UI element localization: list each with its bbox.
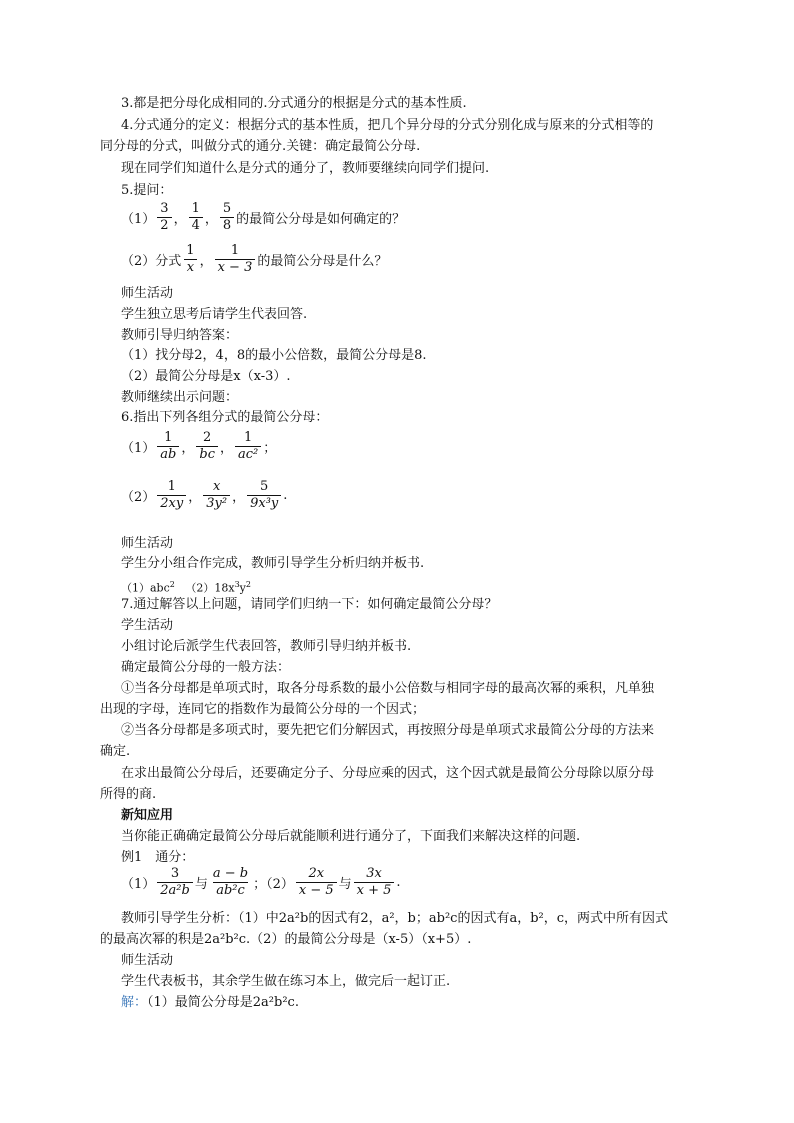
text-line: 7.通过解答以上问题，请同学们归纳一下：如何确定最简公分母？ [121, 597, 498, 612]
fraction: $\frac{1}{\text{ac²}}$ [235, 430, 261, 463]
text: 与 [338, 877, 352, 892]
label: （1） [121, 877, 156, 892]
text-line: 师生活动 [121, 286, 174, 301]
text-line: （2）最简公分母是x（x-3）. [121, 369, 291, 384]
text-line: ②当各分母都是多项式时，要先把它们分解因式，再按照分母是单项式求最简公分母的方法来 [121, 723, 655, 738]
exponent: 3 [234, 580, 240, 589]
text-line: 在求出最简公分母后，还要确定分子、分母应乘的因式，这个因式就是最简公分母除以原分母 [121, 766, 655, 781]
fraction: $\frac{5}{8}$ [220, 201, 234, 234]
section-heading: 新知应用 [121, 808, 174, 823]
text-line: 所得的商. [100, 787, 157, 802]
text-line: 当你能正确确定最简公分母后就能顺利进行通分了，下面我们来解决这样的问题. [121, 829, 581, 844]
comma: ， [219, 441, 233, 456]
text-line: 师生活动 [121, 953, 174, 968]
question-2 [121, 243, 387, 276]
question-1 [121, 201, 405, 234]
text: 的最简公分母是如何确定的？ [236, 212, 406, 227]
problem-1 [121, 430, 276, 463]
fraction: $\frac{a - b}{\text{ab²c}}$ [212, 866, 249, 898]
period: . [283, 488, 288, 503]
fraction: $\frac{1}{x}$ [183, 243, 197, 276]
text: 的最简公分母是什么？ [257, 254, 388, 269]
text-line: 3.都是把分母化成相同的.分式通分的根据是分式的基本性质. [121, 96, 467, 111]
text-line: 例1 通分： [121, 850, 195, 865]
fraction: $\frac{1}{x - 3}$ [215, 243, 256, 276]
text-line: 确定最简公分母的一般方法： [121, 660, 291, 675]
semicolon: ； [263, 441, 277, 456]
comma: ， [199, 254, 213, 269]
exponent: 2 [169, 580, 175, 589]
text-line: 学生分小组合作完成，教师引导学生分析归纳并板书. [121, 556, 425, 571]
fraction: $\frac{1}{4}$ [189, 201, 203, 234]
text-line: 师生活动 [121, 536, 174, 551]
fraction: $\frac{2x}{x - 5}$ [296, 866, 337, 899]
answer-1: （1）abc [121, 581, 170, 595]
text-line: 教师引导学生分析：（1）中2a²b的因式有2，a²，b；ab²c的因式有a，b²，c，两式中所有因式 [121, 911, 669, 926]
text-line: 学生活动 [121, 618, 174, 633]
comma: ， [173, 212, 187, 227]
text-line: 4.分式通分的定义：根据分式的基本性质，把几个异分母的分式分别化成与原来的分式相等的 [121, 118, 654, 133]
solution-text: （1）最简公分母是2a²b²c. [147, 995, 299, 1010]
period: . [396, 875, 401, 890]
text-line: （1）找分母2，4，8的最小公倍数，最简公分母是8. [121, 348, 427, 363]
problem-2 [121, 479, 287, 512]
text-line: 的最高次幂的积是2a²b²c.（2）的最简公分母是（x-5）（x+5）. [100, 932, 472, 947]
text-line: 教师继续出示问题： [121, 390, 239, 405]
fraction: $\frac{1}{ab}$ [157, 430, 179, 463]
label: （2）分式 [121, 254, 182, 269]
fraction: $\frac{5}{\text{9x³y}}$ [247, 479, 281, 512]
fraction: $\frac{x}{\text{3y²}}$ [203, 479, 230, 512]
text: ；（2） [253, 877, 294, 892]
text-line: 确定. [100, 744, 131, 759]
text-line: 同分母的分式，叫做分式的通分.关键：确定最简公分母. [100, 139, 421, 154]
fraction: $\frac{3x}{x + 5}$ [354, 866, 395, 899]
text-line: 学生代表板书，其余学生做在练习本上，做完后一起订正. [121, 974, 451, 989]
label: （2） [121, 490, 156, 505]
exponent: 2 [245, 580, 251, 589]
label: （1） [121, 441, 156, 456]
fraction: $\frac{2}{bc}$ [196, 430, 218, 463]
text: 与 [194, 877, 208, 892]
solution-label: 解： [121, 995, 148, 1010]
text-line: 学生独立思考后请学生代表回答. [121, 307, 308, 322]
text-line: 教师引导归纳答案： [121, 328, 239, 343]
text-line: 6.指出下列各组分式的最简公分母： [121, 410, 329, 425]
text-line: 5.提问： [121, 183, 173, 198]
text-line: 小组讨论后派学生代表回答，教师引导归纳并板书. [121, 639, 412, 654]
answer-line [121, 576, 251, 598]
comma: ， [232, 490, 246, 505]
solution-line [121, 994, 299, 1012]
fraction: $\frac{3}{\text{2a²b}}$ [157, 866, 193, 899]
comma: ， [188, 490, 202, 505]
comma: ， [204, 212, 218, 227]
label: （1） [121, 212, 156, 227]
answer-2: （2）18x [185, 581, 235, 595]
answer-2-tail: y [239, 581, 246, 595]
text-line: ①当各分母都是单项式时，取各分母系数的最小公倍数与相同字母的最高次幂的乘积，凡单独 [121, 681, 655, 696]
fraction: $\frac{3}{2}$ [157, 201, 171, 234]
comma: ， [181, 441, 195, 456]
text-line: 出现的字母，连同它的指数作为最简公分母的一个因式； [100, 702, 426, 717]
example-1 [121, 866, 401, 899]
fraction: $\frac{1}{2xy}$ [157, 479, 186, 512]
text-line: 现在同学们知道什么是分式的通分了，教师要继续向同学们提问. [121, 161, 490, 176]
